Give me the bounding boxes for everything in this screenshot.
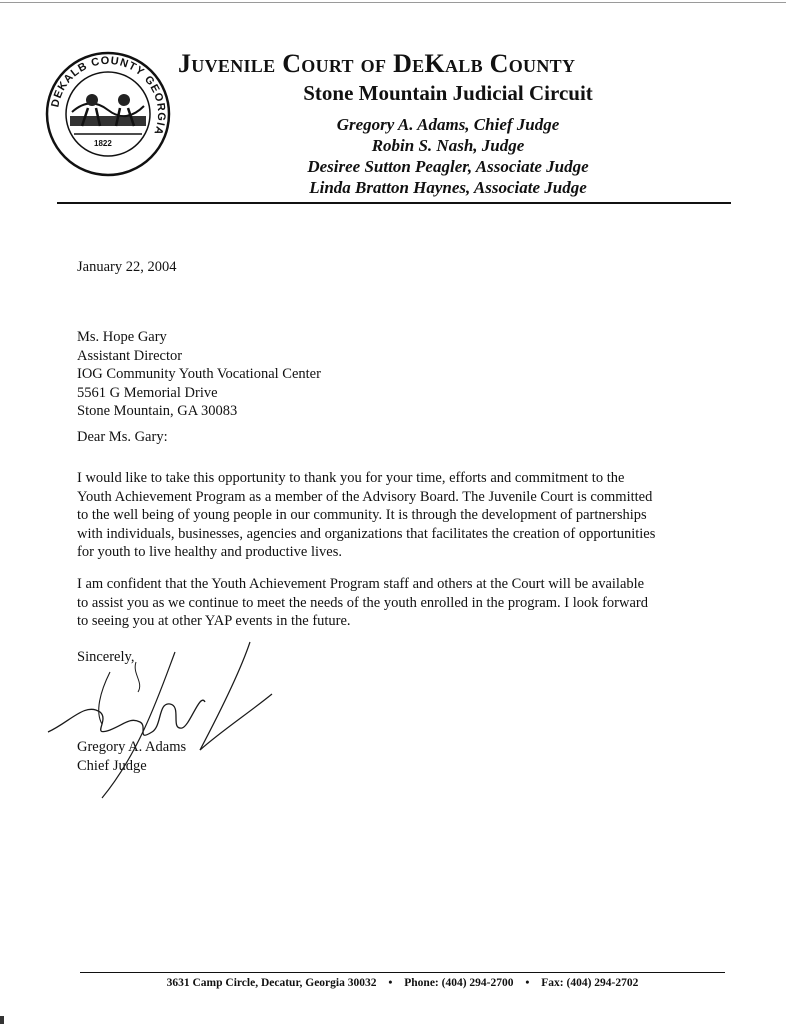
footer-separator: •	[525, 977, 530, 989]
paragraph-line: to assist you as we continue to meet the needs of the youth enrolled in the program. I look forward	[77, 594, 648, 611]
paragraph-line: to seeing you at other YAP events in the future.	[77, 613, 351, 629]
judge-line: Linda Bratton Haynes, Associate Judge	[309, 178, 587, 197]
footer-address: 3631 Camp Circle, Decatur, Georgia 30032	[166, 977, 377, 989]
footer-fax: Fax: (404) 294-2702	[541, 977, 639, 989]
judicial-circuit: Stone Mountain Judicial Circuit	[303, 81, 593, 105]
address-line: 5561 G Memorial Drive	[77, 384, 218, 401]
seal-ring-text: DEKALB COUNTY GEORGIA	[49, 54, 168, 138]
top-edge-rule	[0, 2, 786, 3]
body-paragraph-2	[77, 575, 717, 631]
court-name: Juvenile Court of DeKalb County	[178, 49, 576, 78]
judge-line: Robin S. Nash, Judge	[371, 136, 525, 155]
footer-separator: •	[388, 977, 393, 989]
seal-graphic	[44, 50, 172, 178]
address-line: Assistant Director	[77, 347, 183, 364]
letter-date: January 22, 2004	[77, 259, 177, 275]
closing: Sincerely,	[77, 649, 135, 665]
body-paragraph-1	[77, 469, 717, 562]
scan-corner-mark	[0, 1016, 4, 1024]
recipient-address	[77, 328, 321, 421]
judge-line: Gregory A. Adams, Chief Judge	[336, 115, 560, 134]
paragraph-line: Youth Achievement Program as a member of the Advisory Board. The Juvenile Court is committed	[77, 488, 653, 505]
header-divider	[57, 202, 731, 204]
paragraph-line: I am confident that the Youth Achievement Program staff and others at the Court will be available	[77, 576, 645, 592]
handwritten-signature	[40, 632, 290, 802]
signer-name: Gregory A. Adams	[77, 739, 187, 755]
footer-phone: Phone: (404) 294-2700	[404, 977, 514, 989]
address-line: IOG Community Youth Vocational Center	[77, 366, 321, 382]
paragraph-line: to the well being of young people in our community. It is through the development of partnerships	[77, 507, 647, 523]
address-line: Stone Mountain, GA 30083	[77, 403, 238, 419]
salutation: Dear Ms. Gary:	[77, 429, 168, 445]
county-seal	[44, 50, 172, 178]
address-line: Ms. Hope Gary	[77, 329, 167, 345]
paragraph-line: with individuals, businesses, agencies and organizations that facilitates the creation of opportunities	[77, 525, 656, 542]
paragraph-line: for youth to live healthy and productive lives.	[77, 544, 342, 560]
judges-list	[178, 114, 718, 198]
footer-contact	[80, 977, 725, 989]
judge-line: Desiree Sutton Peagler, Associate Judge	[307, 157, 589, 176]
seal-year: 1822	[94, 139, 112, 148]
paragraph-line: I would like to take this opportunity to thank you for your time, efforts and commitment to the	[77, 470, 625, 486]
signer-title: Chief Judge	[77, 758, 147, 774]
footer-divider	[80, 972, 725, 973]
